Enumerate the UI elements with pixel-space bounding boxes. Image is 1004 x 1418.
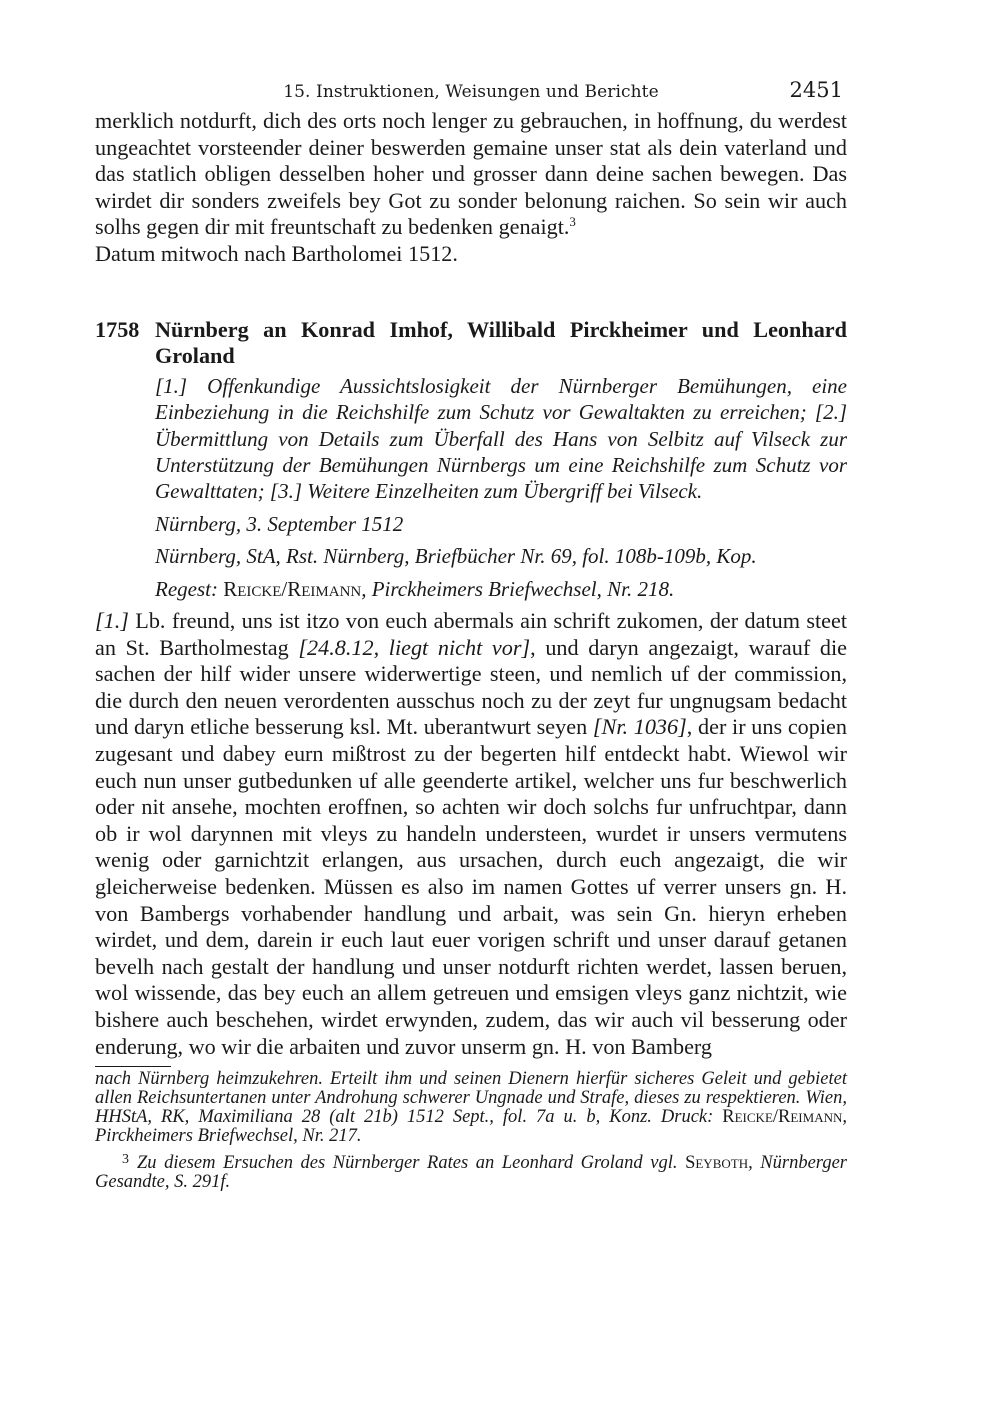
footnote-carryover-part-2: , Pirckheimers Briefwechsel, Nr. 217. xyxy=(95,1107,847,1147)
entry-place-date: Nürnberg, 3. September 1512 xyxy=(155,511,404,536)
footnote-ref: 3 xyxy=(569,214,576,230)
continuation-body: merklich notdurft, dich des orts noch lenger zu gebrauchen, in hoffnung, du werdest ungeachtet vorsteender deiner beswerden gemaine unser stat als dein vaterland und das statlich obligen desselben hoher und grosser dann deine sachen bewegen. Das wirdet dir sonders zweifels bey Got zu sonder belonung raichen. So sein wir auch solhs gegen dir mit freuntschaft zu bedenken genaigt. xyxy=(95,108,847,240)
entry-number: 1758 xyxy=(95,316,140,342)
page-number: 2451 xyxy=(789,78,843,102)
continuation-text xyxy=(95,108,847,268)
footnote-carryover-authors: Reicke/Reimann xyxy=(722,1107,843,1128)
running-head xyxy=(95,76,847,108)
footnote-carryover-part-1: nach Nürnberg heimzukehren. Erteilt ihm und seinen Dienern hierfür sicheres Geleit und gebietet allen Reichsuntertanen unter Androhung schwerer Ungnade und Strafe, dieses zu respektieren. Wien, HHStA, RK, Maximiliana 28 (alt 21b) 1512 Sept., fol. 7a u. b, Konz. Druck: xyxy=(95,1069,847,1128)
continuation-date-line: Datum mitwoch nach Bartholomei 1512. xyxy=(95,240,458,266)
entry-body xyxy=(95,608,847,1060)
entry-source: Nürnberg, StA, Rst. Nürnberg, Briefbücher Nr. 69, fol. 108b-109b, Kop. xyxy=(155,544,757,569)
footnote-3-part-2: , Nürnberger Gesandte, S. 291f. xyxy=(95,1153,847,1193)
continuation-paragraph xyxy=(95,108,847,268)
regest-rest: , Pirckheimers Briefwechsel, Nr. 218. xyxy=(361,576,675,601)
editorial-insert-2: [Nr. 1036] xyxy=(592,714,687,740)
entry-heading xyxy=(95,317,847,370)
body-part-1: Lb. freund, uns ist itzo von euch abermals ain schrift zukomen, der datum steet an St. Bartholmestag xyxy=(95,608,847,660)
entry-regest xyxy=(155,576,847,602)
entry-title: Nürnberg an Konrad Imhof, Willibald Pirckheimer und Leonhard Groland xyxy=(155,316,847,369)
footnote-3-author: Seyboth xyxy=(685,1153,749,1174)
entry-meta xyxy=(155,373,847,602)
footnote-rule xyxy=(95,1066,171,1067)
footnote-3-part-1: Zu diesem Ersuchen des Nürnberger Rates an Leonhard Groland vgl. xyxy=(137,1153,686,1174)
document-entry xyxy=(95,317,847,1061)
body-part-2: , und daryn angezaigt, warauf die sachen der hilf wider unsere widerwertige steen, und nemlich uf der commission, die durch den neuen verordenten ausschus noch zu der zeyt fur ungnugsam bedacht und daryn etliche besserung ksl. Mt. uberantwurt seyen xyxy=(95,634,847,740)
running-head-title: 15. Instruktionen, Weisungen und Berichte xyxy=(283,82,659,102)
page xyxy=(95,76,847,1192)
regest-authors: Reicke/Reimann xyxy=(223,576,362,601)
body-part-3: , der ir uns copien zugesant und dabey eurn mißtrost zu der begerten hilf entdeckt habt. Wiewol wir euch nun unser gutbedunken uf alle geenderte artikel, welcher uns fur beschwerlich oder nit ansehe, mochten eroffnen, so achten wir doch solchs fur unfruchtpar, dann ob ir wol darynnen mit vleys zu handeln understeen, wurdet ir unsers vermutens wenig oder garnichtzit erlangen, aus ursachen, durch euch angezaigt, die wir gleicherweise bedenken. Müssen es also im namen Gottes uf verrer unsers gn. H. von Bambergs vorhabender handlung und arbait, was sein Gn. hieryn erheben wirdet, und dem, darein ir euch laut euer vorigen schrift und unser darauf getanen bevelh nach gestalt der handlung und unser notdurft richten werdet, lassen beruen, wol wissende, das bey euch an allem getreuen und emsigen vleys ganz nichtzit, wie bishere auch beschehen, wirdet erwynden, zudem, das wir auch vil besserung oder enderung, wo wir die arbaiten und zuvor unserm gn. H. von Bamberg xyxy=(95,714,847,1059)
regest-label: Regest: xyxy=(155,576,218,601)
entry-summary: [1.] Offenkundige Aussichtslosigkeit der Nürnberger Bemühungen, eine Einbeziehung in die Reichshilfe zum Schutz vor Gewaltakten zu erreichen; [2.] Übermittlung von Details zum Überfall des Hans von Selbitz auf Vilseck zur Unterstützung der Bemühungen Nürnbergs um eine Reichshilfe zum Schutz vor Gewalttaten; [3.] Weitere Einzelheiten zum Übergriff bei Vilseck. xyxy=(155,373,847,504)
footnote-carryover xyxy=(95,1070,847,1146)
editorial-insert-1: [24.8.12, liegt nicht vor] xyxy=(298,634,531,660)
footnote-3-mark: 3 xyxy=(122,1152,129,1168)
entry-body-paragraph xyxy=(95,608,847,1060)
footnotes xyxy=(95,1070,847,1192)
paragraph-marker: [1.] xyxy=(95,608,129,633)
footnote-3 xyxy=(95,1150,847,1192)
